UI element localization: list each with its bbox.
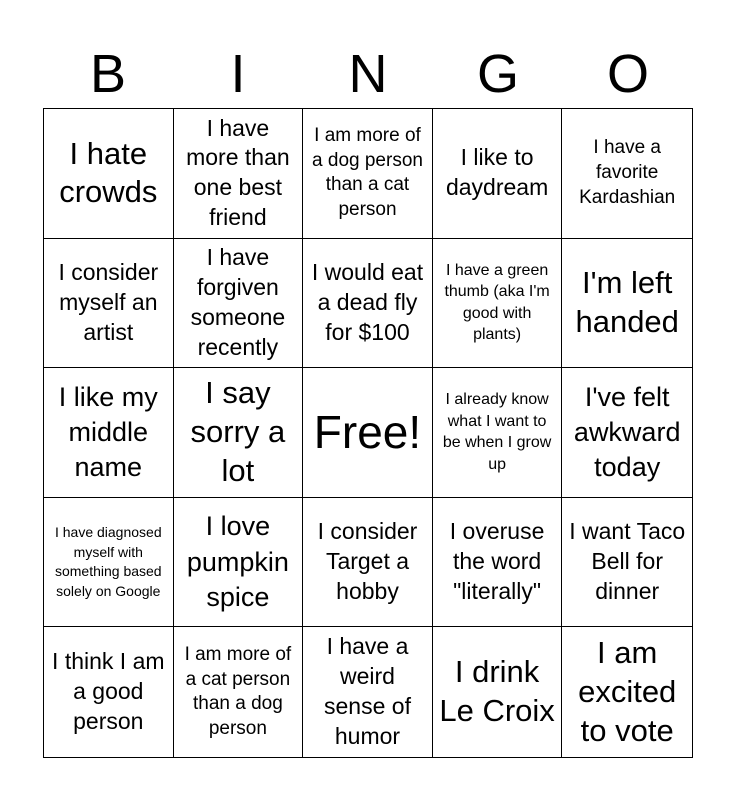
bingo-cell[interactable]: I say sorry a lot	[174, 368, 304, 498]
header-letter-b: B	[89, 44, 127, 104]
bingo-cell[interactable]: I overuse the word "literally"	[433, 498, 563, 628]
bingo-cell[interactable]: I have more than one best friend	[174, 109, 304, 239]
bingo-cell[interactable]: I have diagnosed myself with something based solely on Google	[44, 498, 174, 628]
bingo-cell[interactable]: I think I am a good person	[44, 627, 174, 757]
free-space[interactable]: Free!	[303, 368, 433, 498]
bingo-cell[interactable]: I am more of a cat person than a dog person	[174, 627, 304, 757]
bingo-cell[interactable]: I drink Le Croix	[433, 627, 563, 757]
bingo-cell[interactable]: I love pumpkin spice	[174, 498, 304, 628]
bingo-cell[interactable]: I'm left handed	[562, 239, 692, 369]
bingo-board	[43, 108, 693, 758]
bingo-cell[interactable]: I have forgiven someone recently	[174, 239, 304, 369]
bingo-cell[interactable]: I like my middle name	[44, 368, 174, 498]
bingo-cell[interactable]: I've felt awkward today	[562, 368, 692, 498]
bingo-cell[interactable]: I have a favorite Kardashian	[562, 109, 692, 239]
bingo-cell[interactable]: I already know what I want to be when I grow up	[433, 368, 563, 498]
bingo-cell[interactable]: I consider Target a hobby	[303, 498, 433, 628]
bingo-cell[interactable]: I am excited to vote	[578, 635, 677, 748]
bingo-cell[interactable]: I like to daydream	[433, 109, 563, 239]
header-letter-i: I	[230, 44, 246, 104]
bingo-cell[interactable]: I hate crowds	[44, 109, 174, 239]
bingo-cell[interactable]: I am more of a dog person than a cat person	[303, 109, 433, 239]
bingo-header	[43, 40, 693, 108]
bingo-cell[interactable]: I have a green thumb (aka I'm good with plants)	[433, 239, 563, 369]
bingo-cell[interactable]: I would eat a dead fly for $100	[303, 239, 433, 369]
header-letter-g: G	[476, 44, 519, 104]
header-letter-n: N	[348, 44, 388, 104]
bingo-cell[interactable]: I want Taco Bell for dinner	[562, 498, 692, 628]
bingo-cell[interactable]: I have a weird sense of humor	[303, 627, 433, 757]
header-letter-o: O	[606, 44, 649, 104]
bingo-cell[interactable]: I consider myself an artist	[44, 239, 174, 369]
